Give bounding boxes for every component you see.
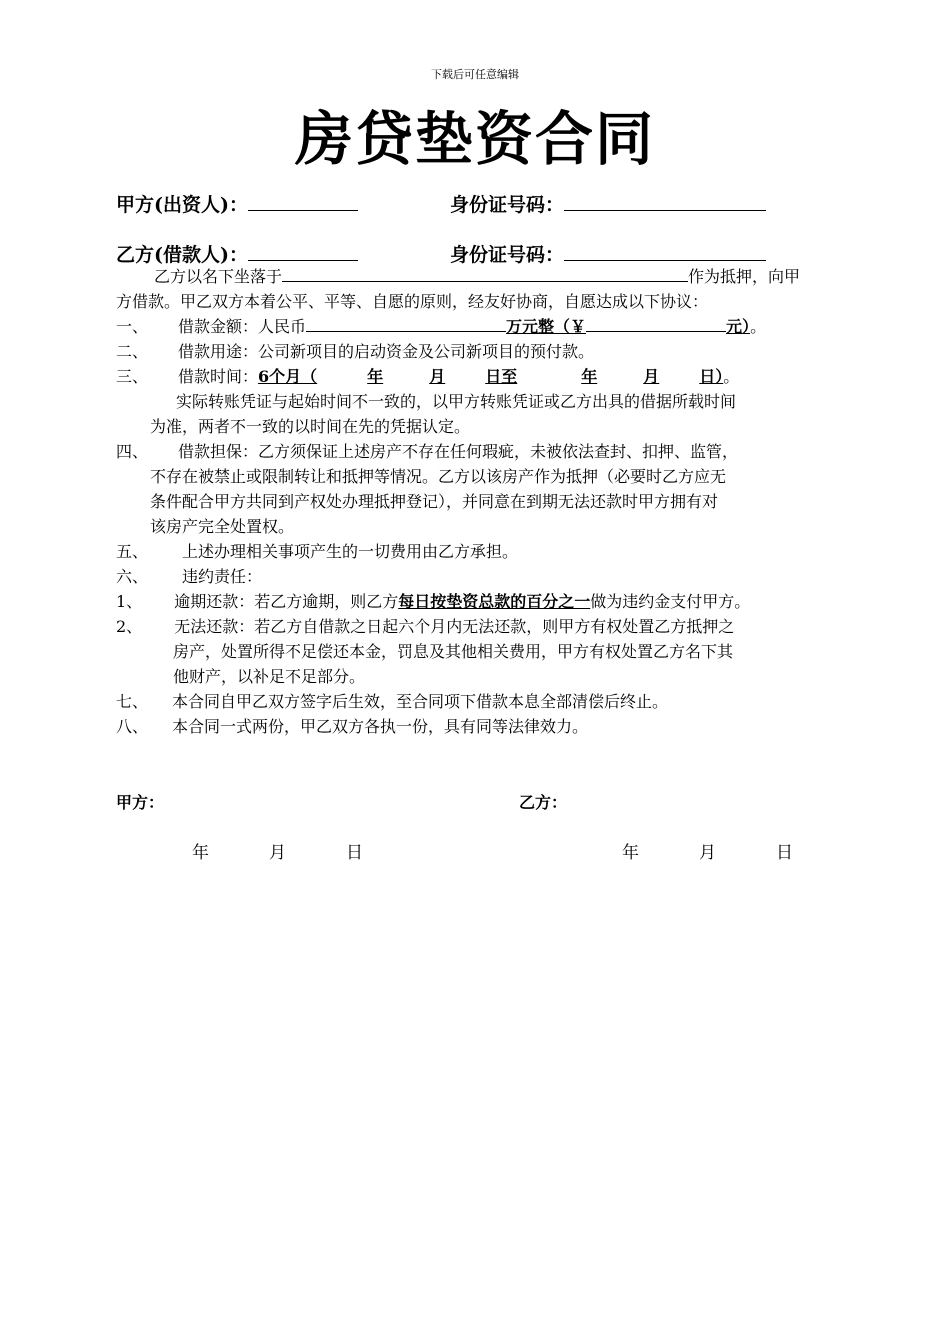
party-a-id-label: 身份证号码： [450, 194, 565, 216]
property-address-field[interactable] [282, 266, 688, 282]
party-a-signature-label: 甲方： [116, 793, 165, 812]
party-a-label: 甲方(出资人)： [116, 194, 248, 216]
clause-6-number: 六、 [116, 567, 149, 586]
start-month: 月 [429, 367, 446, 386]
party-a-id-field[interactable] [564, 192, 766, 211]
party-a-name-field[interactable] [248, 192, 358, 211]
party-b-year: 年 [622, 843, 639, 863]
sub-clause-2-number: 2、 [116, 617, 143, 636]
clause-2-text: 借款用途：公司新项目的启动资金及公司新项目的预付款。 [178, 342, 595, 361]
party-b-id-row [450, 240, 766, 267]
clause-7-number: 七、 [116, 692, 149, 711]
loan-term-line [258, 367, 723, 386]
contract-title: 房贷垫资合同 [294, 105, 655, 173]
party-b-row [116, 240, 358, 267]
clause-1 [116, 315, 766, 339]
clause-4-number: 四、 [116, 442, 149, 461]
intro-prefix: 乙方以名下坐落于 [154, 267, 283, 286]
sub-clause-2 [116, 615, 734, 639]
party-b-id-label: 身份证号码： [450, 244, 565, 266]
party-b-month: 月 [699, 843, 716, 863]
loan-amount-field[interactable] [306, 316, 506, 332]
clause-4 [116, 440, 738, 464]
clause-4-line-4: 该房产完全处置权。 [150, 517, 295, 536]
intro-suffix: 作为抵押，向甲 [688, 267, 801, 286]
party-a-date [192, 838, 363, 863]
penalty-rate: 每日按垫资总款的百分之一 [398, 592, 591, 611]
party-a-year: 年 [192, 843, 209, 863]
loan-term: 6个月（ [258, 367, 318, 386]
clause-5-number: 五、 [116, 542, 149, 561]
intro-line-1 [154, 265, 800, 289]
sub-clause-1-number: 1、 [116, 592, 143, 611]
start-day: 日至 [485, 367, 518, 386]
clause-3 [116, 365, 739, 389]
party-b-signature-label: 乙方： [519, 793, 568, 812]
clause-3-tail: 。 [723, 367, 740, 386]
end-year: 年 [581, 367, 598, 386]
loan-amount-number-field[interactable] [586, 316, 726, 332]
clause-3-cont-2: 为准，两者不一致的以时间在先的凭据认定。 [150, 417, 471, 436]
end-day: 日） [699, 367, 724, 386]
clause-1-end: 元） [726, 317, 751, 336]
clause-3-number: 三、 [116, 367, 149, 386]
clause-5-text: 上述办理相关事项产生的一切费用由乙方承担。 [182, 542, 519, 561]
sub-clause-1 [116, 590, 750, 614]
sub-clause-2-line-1: 无法还款：若乙方自借款之日起六个月内无法还款，则甲方有权处置乙方抵押之 [174, 617, 735, 636]
sub-clause-1-post: 做为违约金支付甲方。 [590, 592, 751, 611]
party-b-date [622, 838, 793, 863]
clause-1-unit: 万元整（￥ [506, 317, 587, 336]
clause-4-line-1: 借款担保：乙方须保证上述房产不存在任何瑕疵，未被依法查封、扣押、监管， [178, 442, 739, 461]
party-a-day: 日 [346, 843, 363, 863]
clause-1-text: 借款金额：人民币 [178, 317, 307, 336]
clause-3-label: 借款时间： [178, 367, 259, 386]
party-b-id-field[interactable] [564, 242, 766, 261]
start-year: 年 [367, 367, 384, 386]
party-b-label: 乙方(借款人)： [116, 244, 248, 266]
party-a-id-row [450, 190, 766, 217]
clause-8-text: 本合同一式两份，甲乙双方各执一份，具有同等法律效力。 [172, 717, 589, 736]
clause-1-number: 一、 [116, 317, 149, 336]
clause-5 [116, 540, 518, 564]
clause-3-cont-1: 实际转账凭证与起始时间不一致的，以甲方转账凭证或乙方出具的借据所载时间 [176, 392, 737, 411]
party-b-name-field[interactable] [248, 242, 358, 261]
party-b-day: 日 [776, 843, 793, 863]
intro-line-2: 方借款。甲乙双方本着公平、平等、自愿的原则，经友好协商，自愿达成以下协议： [116, 292, 709, 311]
clause-8-number: 八、 [116, 717, 149, 736]
clause-6 [116, 565, 262, 589]
clause-1-tail: 。 [750, 317, 767, 336]
header-note: 下载后可任意编辑 [431, 68, 519, 81]
clause-7 [116, 690, 668, 714]
clause-6-text: 违约责任： [182, 567, 263, 586]
clause-2 [116, 340, 594, 364]
sub-clause-1-pre: 逾期还款：若乙方逾期，则乙方 [174, 592, 399, 611]
clause-8 [116, 715, 588, 739]
end-month: 月 [643, 367, 660, 386]
sub-clause-2-line-2: 房产，处置所得不足偿还本金，罚息及其他相关费用，甲方有权处置乙方名下其 [173, 642, 734, 661]
party-a-row [116, 190, 358, 217]
clause-4-line-2: 不存在被禁止或限制转让和抵押等情况。乙方以该房产作为抵押（必要时乙方应无 [150, 467, 727, 486]
clause-4-line-3: 条件配合甲方共同到产权处办理抵押登记），并同意在到期无法还款时甲方拥有对 [150, 492, 719, 511]
sub-clause-2-line-3: 他财产，以补足不足部分。 [173, 667, 366, 686]
clause-2-number: 二、 [116, 342, 149, 361]
clause-7-text: 本合同自甲乙双方签字后生效，至合同项下借款本息全部清偿后终止。 [172, 692, 669, 711]
party-a-month: 月 [269, 843, 286, 863]
